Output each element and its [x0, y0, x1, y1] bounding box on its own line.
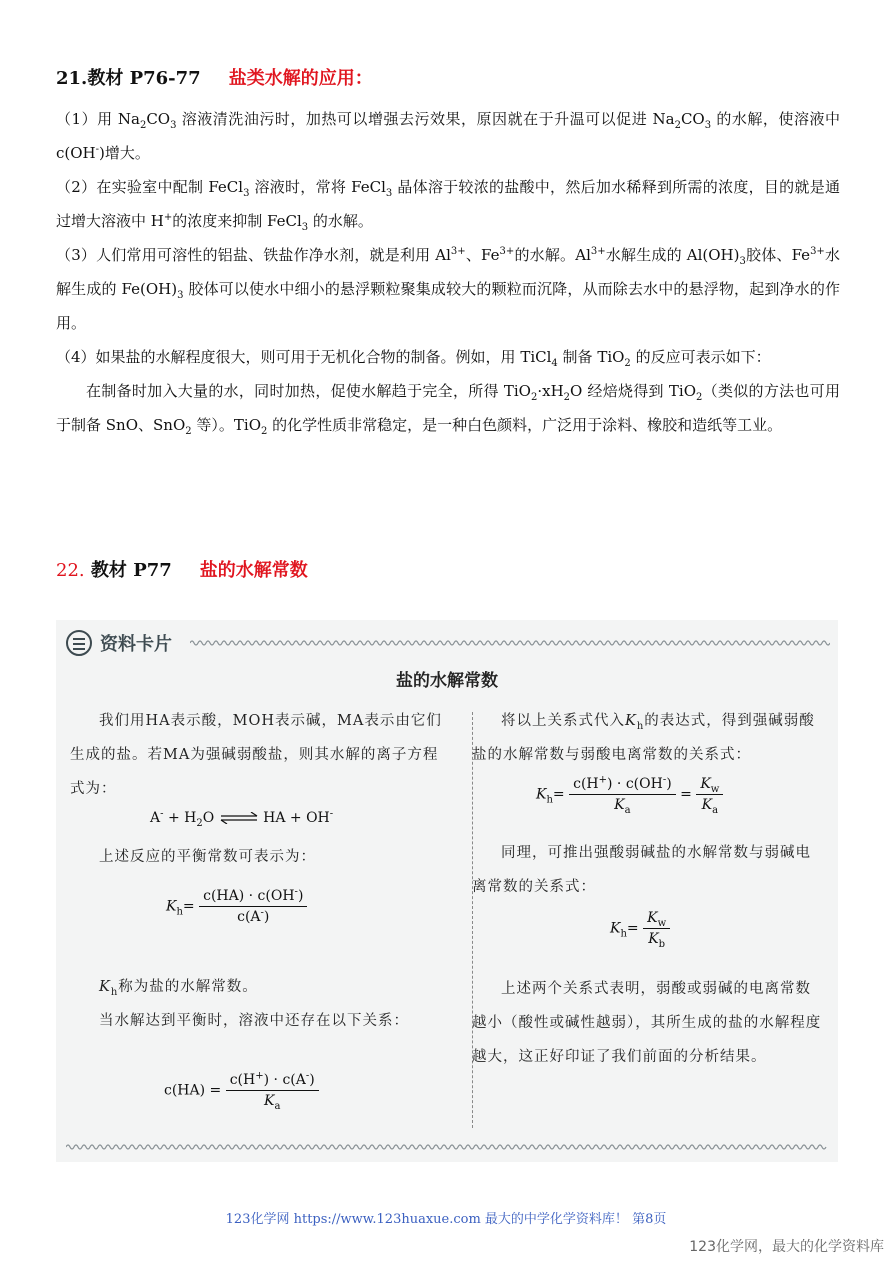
card-header [66, 628, 826, 660]
left-kh-definition: $K_h$称为盐的水解常数。 [99, 979, 258, 998]
section-number: 21. [56, 68, 88, 89]
section-21-body [56, 102, 840, 442]
card-label: 资料卡片 [100, 634, 172, 655]
info-card [56, 620, 838, 1162]
cha-formula: c(HA) = $\frac{c(H^+) \cdot c(A^-)}{K_a}$ [164, 1072, 319, 1109]
wavy-divider-top [190, 638, 830, 648]
section-title: 盐类水解的应用： [228, 68, 373, 89]
left-balance-text: 当水解达到平衡时，溶液中还存在以下关系： [99, 1013, 409, 1029]
section-ref: 教材 P77 [90, 560, 172, 581]
page-footer: 123化学网 https://www.123huaxue.com 最大的中学化学资料库！ 第8页 [225, 1212, 667, 1227]
wavy-divider-bottom [66, 1142, 828, 1152]
kh-formula: $K_h=$ $\frac{c(HA) \cdot c(OH^-)}{c(A^-)}$ [166, 888, 307, 925]
document-icon [66, 630, 92, 656]
left-equilibrium-text: 上述反应的平衡常数可表示为： [99, 849, 316, 865]
right-intro-text: 将以上关系式代入$K_h$的表达式，得到强碱弱酸盐的水解常数与弱酸电离常数的关系式： [472, 713, 815, 763]
equilibrium-arrow-icon [219, 812, 259, 824]
right-similar-text: 同理，可推出强酸弱碱盐的水解常数与弱碱电离常数的关系式： [472, 845, 811, 895]
kh-kw-kb-formula: $K_h=$ $\frac{K_w}{K_b}$ [610, 910, 670, 947]
right-conclusion-text: 上述两个关系式表明，弱酸或弱碱的电离常数越小（酸性或碱性越弱），其所生成的盐的水解程度越大，这正好印证了我们前面的分析结果。 [472, 981, 822, 1065]
section-number: 22. [56, 560, 85, 581]
card-left-column [70, 704, 450, 806]
kh-kw-ka-formula: $K_h=$ $\frac{c(H^+) \cdot c(OH^-)}{K_a}$ = $\frac{K_w}{K_a}$ [536, 776, 723, 813]
left-intro-text: 我们用HA表示酸，MOH表示碱，MA表示由它们生成的盐。若MA为强碱弱酸盐，则其水解的离子方程式为： [70, 713, 442, 797]
paragraph-5: 在制备时加入大量的水，同时加热，促使水解趋于完全，所得 $TiO_2\cdot xH_2O$ 经焙烧得到 TiO$_2$（类似的方法也可用于制备 SnO、SnO$_2$ 等）。TiO$_2$ 的化学性质非常稳定，是一种白色颜料，广泛用于涂料、橡胶和造纸等工业。 [56, 382, 840, 437]
watermark: 123化学网，最大的化学资料库 [689, 1239, 884, 1255]
paragraph-1: （1）用 $Na_2CO_3$ 溶液清洗油污时，加热可以增强去污效果，原因就在于升温可以促进 $Na_2CO_3$ 的水解，使溶液中 c(OH-)增大。 [56, 110, 840, 162]
hydrolysis-equation: $A^- + H_2O$ HA + OH- [150, 808, 334, 829]
card-title: 盐的水解常数 [396, 671, 498, 691]
card-right-column [472, 704, 824, 772]
paragraph-2: （2）在实验室中配制 FeCl$_3$ 溶液时，常将 FeCl$_3$ 晶体溶于较浓的盐酸中，然后加水稀释到所需的浓度，目的就是通过增大溶液中 H+的浓度来抑制 FeCl$_3$ 的水解。 [56, 178, 840, 233]
section-21-heading [56, 64, 373, 90]
section-title: 盐的水解常数 [199, 560, 308, 581]
section-ref: 教材 P76-77 [87, 68, 201, 89]
paragraph-3: （3）人们常用可溶性的铝盐、铁盐作净水剂，就是利用 $Al^{3+}$、$Fe^{3+}$的水解。$Al^{3+}$水解生成的 $Al(OH)_3$胶体、$Fe^{3+}$水解生成的 $Fe(OH)_3$ 胶体可以使水中细小的悬浮颗粒聚集成较大的颗粒而沉降，从而除去水中的悬浮物，起到净水的作用。 [56, 246, 841, 332]
paragraph-4: （4）如果盐的水解程度很大，则可用于无机化合物的制备。例如，用 TiCl$_4$ 制备 TiO$_2$ 的反应可表示如下： [56, 348, 771, 369]
section-22-heading [56, 556, 308, 582]
